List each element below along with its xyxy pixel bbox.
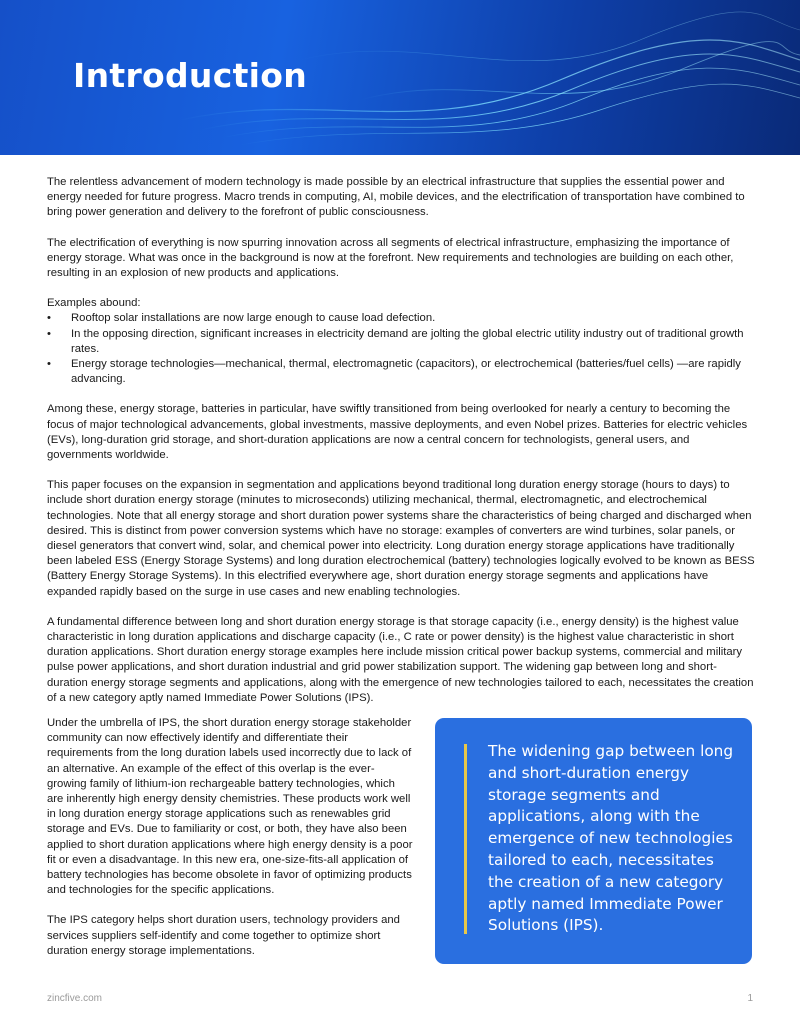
pull-quote-box	[435, 718, 752, 964]
list-item: • In the opposing direction, significant increases in electricity demand are jolting the global electric utility industry out of traditional growth rates.	[47, 327, 757, 357]
paragraph: The electrification of everything is now spurring innovation across all segments of electrical infrastructure, emphasizing the importance of energy storage. What was once in the background is now at the forefront. New requirements and technologies are building on each other, resulting in an explosion of new products and applications.	[47, 236, 734, 280]
list-item: • Rooftop solar installations are now large enough to cause load defection.	[47, 311, 757, 326]
paragraph: The relentless advancement of modern technology is made possible by an electrical infrastructure that supplies the essential power and energy needed for future progress. Macro trends in computing, AI, mobile devices, and the electrification of transportation have combined to bring power generation and delivery to the forefront of public consciousness.	[47, 176, 745, 219]
paragraph: Among these, energy storage, batteries in particular, have swiftly transitioned from being overlooked for nearly a century to becoming the focus of major technological advancements, global investments, massive deployments, and even Nobel prizes. Batteries for electric vehicles (EVs), long-duration grid storage, and short-duration applications are now a central concern for technologists, general users, and governments worldwide.	[47, 403, 748, 462]
examples-list	[47, 311, 757, 387]
list-item: • Energy storage technologies—mechanical, thermal, electromagnetic (capacitors), or electrochemical (batteries/fuel cells) —are rapidly advancing.	[47, 357, 757, 387]
paragraph: A fundamental difference between long and short duration energy storage is that storage capacity (i.e., energy density) is the highest value characteristic in long duration applications and discharge capacity (i.e., C rate or power density) is the highest value characteristic in short duration applications. Short duration energy storage examples here include mission critical power backup systems, commercial and military pulse power applications, and short duration industrial and grid power stabilization support. The widening gap between long and short-duration energy storage segments and applications, along with the emergence of new technologies tailored to each, necessitates the creation of a new category aptly named Immediate Power Solutions (IPS).	[47, 615, 754, 704]
pull-quote-text: The widening gap between long and short-duration energy storage segments and applications, along with the emergence of new technologies tailored to each, necessitates the creation of a new category aptly named Immediate Power Solutions (IPS).	[488, 742, 734, 935]
footer-site: zincfive.com	[47, 993, 103, 1004]
paragraph: Under the umbrella of IPS, the short duration energy storage stakeholder community can now effectively identify and differentiate their requirements from the long duration labels used incorrectly due to lack of an alternative. An example of the effect of this overlap is the ever-growing family of lithium-ion rechargeable battery technologies, which are inherently high energy density chemistries. These products work well in long duration energy storage applications such as renewables grid storage and EVs. Due to familiarity or cost, or both, they have also been applied to short duration applications where high energy density is a poor fit or even a disadvantage. In this new era, one-size-fits-all application of battery technologies has become obsolete in favor of optimizing products and technologies for the specific applications.	[47, 717, 413, 897]
page-number: 1	[747, 993, 753, 1004]
header-banner	[0, 0, 800, 155]
main-content	[47, 175, 757, 721]
list-intro: Examples abound:	[47, 297, 141, 310]
quote-accent-bar	[464, 744, 467, 934]
paragraph: This paper focuses on the expansion in segmentation and applications beyond traditional long duration energy storage (hours to days) to include short duration energy storage (minutes to microseconds) utilizing mechanical, thermal, electromagnetic, and electrochemical technologies. Note that all energy storage and short duration power systems share the characteristics of being charged and discharged when desired. This is distinct from power conversion systems which have no storage: examples of converters are wind turbines, solar panels, or diesel generators that convert wind, solar, and chemical power into electricity. Long duration energy storage applications have traditionally been labeled ESS (Energy Storage Systems) and long duration electrochemical (battery) technologies logically evolved to be known as BESS (Battery Energy Storage Systems). In this electrified everywhere age, short duration energy storage segments and applications have expanded rapidly based on the surge in use cases and new enabling technologies.	[47, 479, 755, 598]
page-title: Introduction	[73, 56, 308, 95]
bottom-column	[47, 716, 413, 974]
paragraph: The IPS category helps short duration users, technology providers and services suppliers self-identify and come together to optimize short duration energy storage implementations.	[47, 914, 400, 957]
